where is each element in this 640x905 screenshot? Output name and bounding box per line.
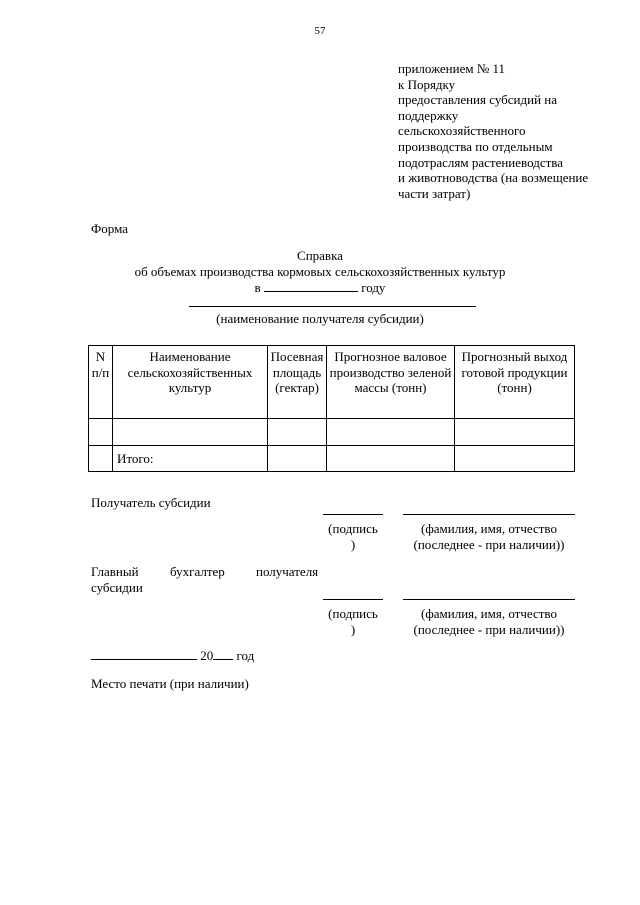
appendix-line: к Порядку bbox=[398, 76, 456, 92]
year-line bbox=[0, 280, 640, 296]
table-cell bbox=[327, 446, 455, 472]
year-digits-blank bbox=[213, 659, 233, 660]
column-header: Прогнозное валовое производство зеленой массы (тонн) bbox=[327, 346, 455, 419]
accountant-word: Главный bbox=[91, 564, 139, 579]
name-caption-line: (последнее - при наличии)) bbox=[413, 536, 565, 552]
appendix-line: части затрат) bbox=[398, 185, 471, 201]
column-header: Наименование сельскохозяйственных культур bbox=[113, 346, 268, 419]
recipient-name-line bbox=[189, 306, 476, 307]
signature-line bbox=[323, 514, 383, 515]
accountant-word: бухгалтер bbox=[170, 564, 225, 579]
appendix-line: приложением № 11 bbox=[398, 61, 505, 76]
column-header: Прогнозный выход готовой продукции (тонн) bbox=[455, 346, 575, 419]
appendix-line: предоставления субсидий на bbox=[398, 92, 558, 108]
signature-caption bbox=[318, 606, 388, 637]
table-cell bbox=[268, 419, 327, 446]
table-row bbox=[89, 419, 575, 446]
date-blank bbox=[91, 659, 197, 660]
page-number: 57 bbox=[314, 25, 326, 37]
signature-caption bbox=[318, 521, 388, 552]
table-cell bbox=[455, 419, 575, 446]
year-suffix: год bbox=[236, 648, 255, 663]
form-label: Форма bbox=[91, 221, 128, 236]
appendix-line: подотраслям растениеводства bbox=[398, 154, 564, 170]
table-header-row bbox=[89, 346, 575, 419]
data-table bbox=[88, 345, 575, 472]
appendix-line: производства по отдельным bbox=[398, 138, 553, 154]
signature-line bbox=[323, 599, 383, 600]
appendix-reference bbox=[398, 61, 588, 201]
signature-caption-line: (подпись bbox=[328, 521, 378, 536]
appendix-line: сельскохозяйственного bbox=[398, 123, 526, 139]
table-cell bbox=[113, 419, 268, 446]
column-header: Посевная площадь (гектар) bbox=[268, 346, 327, 419]
appendix-line: и животноводства (на возмещение bbox=[398, 170, 589, 186]
accountant-word: получателя bbox=[256, 564, 319, 579]
name-line bbox=[403, 599, 575, 600]
name-caption-line: (фамилия, имя, отчество bbox=[421, 606, 557, 621]
stamp-label: Место печати (при наличии) bbox=[91, 676, 249, 691]
table-cell bbox=[268, 446, 327, 472]
name-caption-line: (последнее - при наличии)) bbox=[413, 621, 565, 637]
table-total-row bbox=[89, 446, 575, 472]
document-subtitle: об объемах производства кормовых сельскохозяйственных культур bbox=[134, 264, 506, 279]
signature-caption-line: (подпись bbox=[328, 606, 378, 621]
date-line bbox=[91, 648, 254, 664]
name-line bbox=[403, 514, 575, 515]
signature-caption-line: ) bbox=[350, 536, 356, 552]
recipient-caption: (наименование получателя субсидии) bbox=[216, 311, 424, 326]
year-label: году bbox=[361, 280, 386, 295]
table-cell bbox=[327, 419, 455, 446]
recipient-label: Получатель субсидии bbox=[91, 495, 211, 510]
table-cell bbox=[455, 446, 575, 472]
accountant-line-2: субсидии bbox=[91, 580, 143, 595]
appendix-line: поддержку bbox=[398, 107, 459, 123]
column-header: N п/п bbox=[89, 346, 113, 419]
in-label: в bbox=[254, 280, 261, 295]
table-cell bbox=[89, 446, 113, 472]
total-label: Итого: bbox=[113, 446, 268, 472]
document-title: Справка bbox=[297, 248, 343, 263]
year-blank bbox=[264, 291, 358, 292]
signature-caption-line: ) bbox=[350, 621, 356, 637]
year-prefix: 20 bbox=[200, 648, 214, 663]
table-cell bbox=[89, 419, 113, 446]
name-caption-line: (фамилия, имя, отчество bbox=[421, 521, 557, 536]
name-caption bbox=[392, 606, 586, 637]
name-caption bbox=[392, 521, 586, 552]
